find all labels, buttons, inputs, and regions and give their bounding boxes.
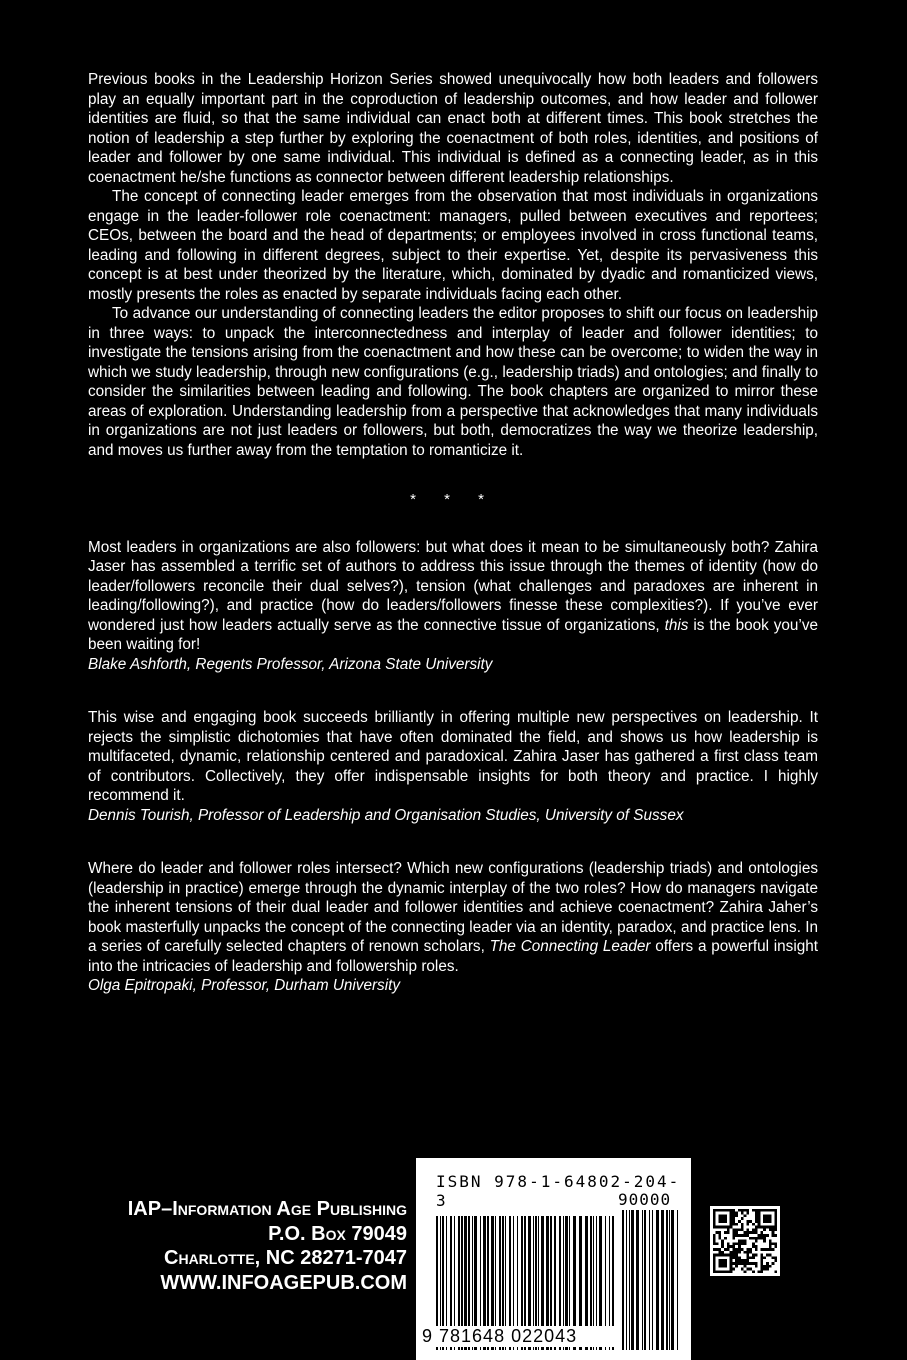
qr-code-icon — [710, 1206, 780, 1276]
description-paragraph-1: Previous books in the Leadership Horizon Series showed unequivocally how both leaders and followers play an equally important part in the coproduction of leadership outcomes, and how leader and follower identities are fluid, so that the same individual can enact both at different times. This book stretches the notion of leadership a step further by exploring the coenactment of both roles, identities, and positions of leader and follower by one same individual. This individual is defined as a connecting leader, as in this coenactment he/she functions as connector between different leadership relationships. — [88, 71, 818, 186]
endorsement-text: Where do leader and follower roles intersect? Which new configurations (leadership triads) and ontologies (leadership in practice) emerge through the dynamic interplay of the two roles? How do managers navigate the inherent tensions of their dual leader and follower identities and achieve coenactment? Zahira Jaher’s book masterfully unpacks the concept of the connecting leader via an identity, paradox, and practice lens. In a series of carefully selected chapters of renown scholars, The Connecting Leader offers a powerful insight into the intricacies of leadership and followership roles. — [88, 860, 818, 975]
endorsement-text: This wise and engaging book succeeds brilliantly in offering multiple new perspectives on leadership. It rejects the simplistic dichotomies that have often dominated the field, and shows us how leadership is multifaceted, dynamic, relationship centered and paradoxical. Zahira Jaser has gathered a first class team of contributors. Collectively, they offer indispensable insights for both theory and practice. I highly recommend it. — [88, 709, 818, 804]
description-paragraph-2: The concept of connecting leader emerges from the observation that most individuals in organizations engage in the leader-follower role coenactment: managers, pulled between executives and reportees; CEOs, between the board and the head of departments; or employees involved in cross functional teams, leading and following in different degrees, subject to their expertise. Yet, despite its pervasiveness this concept is at best under theorized by the literature, which, dominated by dyadic and romanticized views, mostly presents the roles as enacted by separate individuals facing each other. — [88, 188, 818, 303]
isbn-barcode — [416, 1158, 691, 1360]
section-separator: * * * — [410, 491, 496, 508]
publisher-address — [128, 1197, 407, 1295]
endorsement-attribution: Dennis Tourish, Professor of Leadership and Organisation Studies, University of Sussex — [88, 806, 684, 824]
endorsement-3 — [88, 859, 818, 996]
publisher-website: WWW.INFOAGEPUB.COM — [160, 1271, 407, 1294]
publisher-name: IAP–Information Age Publishing — [127, 1198, 407, 1220]
endorsement-attribution: Olga Epitropaki, Professor, Durham University — [88, 977, 401, 994]
back-cover-text — [88, 70, 818, 1030]
barcode-digits: 9 781648 022043 — [422, 1326, 614, 1347]
isbn-label: ISBN 978-1-64802-204-3 — [436, 1172, 681, 1210]
price-code: 90000 — [618, 1190, 672, 1209]
description-paragraph-3: To advance our understanding of connecting leaders the editor proposes to shift our focus on leadership in three ways: to unpack the interconnectedness and interplay of leader and follower identities; to investigate the tensions arising from the coenactment and how these can be overcome; to widen the way in which we study leadership, through new configurations (e.g., leadership triads) and ontologies; and finally to consider the similarities between leading and following. The book chapters are organized to mirror these areas of exploration. Understanding leadership from a perspective that acknowledges that many individuals in organizations are not just leaders or followers, but both, democratizes the way we theorize leadership, and moves us further away from the temptation to romanticize it. — [88, 305, 818, 459]
endorsement-attribution: Blake Ashforth, Regents Professor, Arizona State University — [88, 655, 493, 673]
publisher-city: Charlotte, NC 28271-7047 — [164, 1247, 407, 1269]
barcode-addon-bars-icon — [622, 1210, 680, 1350]
endorsement-1 — [88, 538, 818, 675]
endorsement-text: Most leaders in organizations are also followers: but what does it mean to be simultaneously both? Zahira Jaser has assembled a terrific set of authors to address this issue through the themes of identity (how do leader/followers reconcile their dual selves?), tension (what challenges and paradoxes are inherent in leading/following?), and practice (how do leaders/followers finesse these complexities?). If you’ve ever wondered just how leaders actually serve as the connective tissue of organizations, this is the book you’ve been waiting for! — [88, 538, 818, 653]
endorsement-2 — [88, 708, 818, 825]
publisher-po-box: P.O. Box 79049 — [268, 1222, 407, 1245]
